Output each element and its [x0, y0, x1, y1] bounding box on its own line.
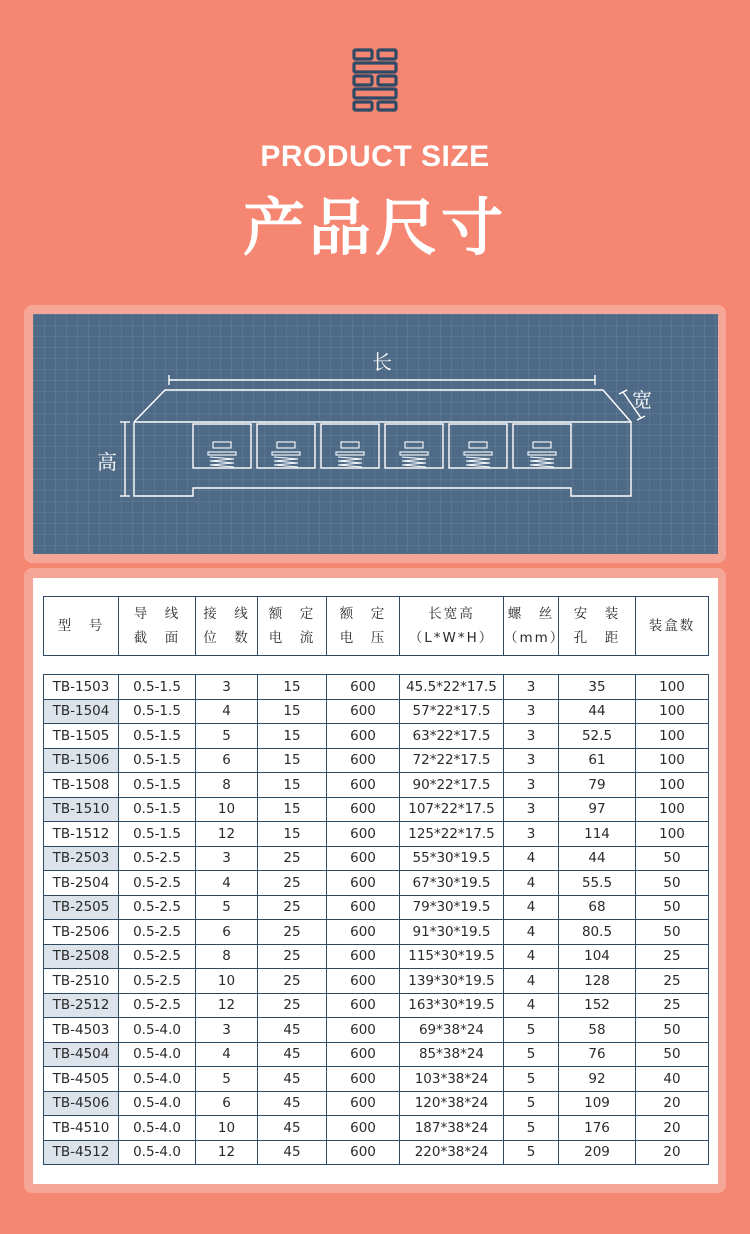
- table-row: [44, 846, 709, 871]
- table-cell: 0.5-4.0: [119, 1140, 196, 1165]
- table-cell: 600: [327, 1140, 400, 1165]
- table-row: [44, 1091, 709, 1116]
- table-cell: 45: [258, 1018, 327, 1043]
- table-cell: 107*22*17.5: [400, 797, 504, 822]
- table-cell: 25: [258, 871, 327, 896]
- table-cell: 25: [636, 969, 709, 994]
- table-row: [44, 1140, 709, 1165]
- table-cell: 4: [196, 699, 258, 724]
- table-cell: 15: [258, 675, 327, 700]
- table-cell: 128: [559, 969, 636, 994]
- table-cell: 3: [504, 797, 559, 822]
- table-cell: 44: [559, 846, 636, 871]
- column-header-line2: 电 流: [268, 630, 316, 646]
- table-cell: 45.5*22*17.5: [400, 675, 504, 700]
- table-cell: 69*38*24: [400, 1018, 504, 1043]
- table-cell: 15: [258, 773, 327, 798]
- title-english: PRODUCT SIZE: [260, 140, 490, 173]
- table-cell: 50: [636, 895, 709, 920]
- title-chinese: 产品尺寸: [242, 191, 507, 264]
- model-cell: TB-1505: [44, 724, 119, 749]
- table-cell: 45: [258, 1042, 327, 1067]
- table-cell: 600: [327, 1091, 400, 1116]
- table-cell: 0.5-2.5: [119, 846, 196, 871]
- table-row: [44, 748, 709, 773]
- table-cell: 3: [504, 773, 559, 798]
- table-cell: 45: [258, 1116, 327, 1141]
- table-cell: 25: [258, 993, 327, 1018]
- column-header: [258, 597, 327, 656]
- column-header-line2: （mm）: [504, 630, 566, 646]
- table-cell: 600: [327, 895, 400, 920]
- table-cell: 600: [327, 920, 400, 945]
- column-header-line1: 长宽高: [428, 606, 475, 622]
- table-cell: 52.5: [559, 724, 636, 749]
- table-cell: 20: [636, 1116, 709, 1141]
- table-cell: 97: [559, 797, 636, 822]
- model-cell: TB-2506: [44, 920, 119, 945]
- table-row: [44, 822, 709, 847]
- table-cell: 76: [559, 1042, 636, 1067]
- table-cell: 0.5-2.5: [119, 944, 196, 969]
- table-cell: 67*30*19.5: [400, 871, 504, 896]
- table-cell: 50: [636, 846, 709, 871]
- model-cell: TB-4505: [44, 1067, 119, 1092]
- column-header: [636, 597, 709, 656]
- width-label: 宽: [632, 388, 652, 412]
- table-row: [44, 797, 709, 822]
- table-cell: 40: [636, 1067, 709, 1092]
- table-row: [44, 1067, 709, 1092]
- column-header-line1: 型 号: [57, 618, 105, 634]
- table-cell: 4: [504, 871, 559, 896]
- table-cell: 58: [559, 1018, 636, 1043]
- table-cell: 8: [196, 944, 258, 969]
- table-cell: 5: [196, 724, 258, 749]
- table-row: [44, 1018, 709, 1043]
- model-cell: TB-4512: [44, 1140, 119, 1165]
- table-cell: 4: [196, 871, 258, 896]
- table-cell: 100: [636, 822, 709, 847]
- table-cell: 15: [258, 797, 327, 822]
- table-cell: 104: [559, 944, 636, 969]
- table-cell: 187*38*24: [400, 1116, 504, 1141]
- table-cell: 100: [636, 699, 709, 724]
- table-row: [44, 895, 709, 920]
- height-label: 高: [97, 450, 117, 474]
- table-cell: 100: [636, 748, 709, 773]
- column-header-line1: 额 定: [268, 606, 316, 622]
- column-header: [196, 597, 258, 656]
- table-cell: 92: [559, 1067, 636, 1092]
- table-cell: 0.5-2.5: [119, 920, 196, 945]
- column-header: [327, 597, 400, 656]
- header-row: [44, 597, 709, 656]
- table-cell: 600: [327, 773, 400, 798]
- table-cell: 0.5-1.5: [119, 748, 196, 773]
- table-row: [44, 993, 709, 1018]
- model-cell: TB-1503: [44, 675, 119, 700]
- table-cell: 176: [559, 1116, 636, 1141]
- table-cell: 25: [258, 920, 327, 945]
- table-cell: 220*38*24: [400, 1140, 504, 1165]
- table-cell: 4: [196, 1042, 258, 1067]
- model-cell: TB-2510: [44, 969, 119, 994]
- table-cell: 12: [196, 1140, 258, 1165]
- column-header: [44, 597, 119, 656]
- table-cell: 72*22*17.5: [400, 748, 504, 773]
- column-header-line2: 位 数: [203, 630, 250, 646]
- table-cell: 3: [504, 822, 559, 847]
- table-cell: 55.5: [559, 871, 636, 896]
- table-cell: 4: [504, 969, 559, 994]
- table-cell: 15: [258, 748, 327, 773]
- table-cell: 3: [504, 724, 559, 749]
- spec-table-panel: [33, 578, 718, 1184]
- model-cell: TB-4503: [44, 1018, 119, 1043]
- table-cell: 50: [636, 1042, 709, 1067]
- table-cell: 50: [636, 920, 709, 945]
- table-cell: 600: [327, 1067, 400, 1092]
- table-cell: 15: [258, 724, 327, 749]
- table-cell: 6: [196, 1091, 258, 1116]
- table-cell: 35: [559, 675, 636, 700]
- table-cell: 5: [504, 1067, 559, 1092]
- table-row: [44, 920, 709, 945]
- table-cell: 25: [258, 895, 327, 920]
- model-cell: TB-1504: [44, 699, 119, 724]
- table-cell: 79*30*19.5: [400, 895, 504, 920]
- table-cell: 0.5-1.5: [119, 797, 196, 822]
- table-cell: 600: [327, 675, 400, 700]
- table-cell: 600: [327, 846, 400, 871]
- table-cell: 25: [636, 993, 709, 1018]
- table-cell: 80.5: [559, 920, 636, 945]
- table-cell: 55*30*19.5: [400, 846, 504, 871]
- table-cell: 6: [196, 920, 258, 945]
- table-cell: 209: [559, 1140, 636, 1165]
- stacked-boxes-logo-icon: [352, 48, 398, 112]
- table-cell: 45: [258, 1091, 327, 1116]
- table-cell: 10: [196, 797, 258, 822]
- column-header-line1: 导 线: [133, 606, 181, 622]
- table-cell: 25: [258, 944, 327, 969]
- column-header-line2: （L*W*H）: [408, 630, 495, 646]
- table-cell: 3: [196, 846, 258, 871]
- column-header: [559, 597, 636, 656]
- table-cell: 600: [327, 797, 400, 822]
- table-cell: 85*38*24: [400, 1042, 504, 1067]
- spec-table-body: [43, 674, 709, 1165]
- table-cell: 5: [504, 1116, 559, 1141]
- table-cell: 120*38*24: [400, 1091, 504, 1116]
- table-row: [44, 871, 709, 896]
- table-cell: 139*30*19.5: [400, 969, 504, 994]
- table-cell: 0.5-2.5: [119, 993, 196, 1018]
- model-cell: TB-2505: [44, 895, 119, 920]
- table-cell: 163*30*19.5: [400, 993, 504, 1018]
- table-cell: 90*22*17.5: [400, 773, 504, 798]
- table-cell: 10: [196, 969, 258, 994]
- model-cell: TB-2503: [44, 846, 119, 871]
- model-cell: TB-2508: [44, 944, 119, 969]
- table-cell: 100: [636, 675, 709, 700]
- table-cell: 109: [559, 1091, 636, 1116]
- table-cell: 50: [636, 1018, 709, 1043]
- table-cell: 115*30*19.5: [400, 944, 504, 969]
- table-cell: 20: [636, 1091, 709, 1116]
- table-cell: 600: [327, 699, 400, 724]
- model-cell: TB-4510: [44, 1116, 119, 1141]
- table-cell: 600: [327, 993, 400, 1018]
- model-cell: TB-2512: [44, 993, 119, 1018]
- column-header-line1: 接 线: [203, 606, 250, 622]
- table-cell: 4: [504, 920, 559, 945]
- table-cell: 45: [258, 1140, 327, 1165]
- model-cell: TB-1510: [44, 797, 119, 822]
- table-cell: 0.5-4.0: [119, 1116, 196, 1141]
- table-row: [44, 699, 709, 724]
- column-header-line2: 截 面: [133, 630, 181, 646]
- table-cell: 15: [258, 822, 327, 847]
- table-cell: 12: [196, 822, 258, 847]
- model-cell: TB-1508: [44, 773, 119, 798]
- table-cell: 600: [327, 871, 400, 896]
- table-cell: 0.5-4.0: [119, 1018, 196, 1043]
- spec-table-header: [43, 596, 709, 656]
- table-cell: 600: [327, 1042, 400, 1067]
- table-cell: 600: [327, 822, 400, 847]
- table-cell: 103*38*24: [400, 1067, 504, 1092]
- model-cell: TB-4506: [44, 1091, 119, 1116]
- table-cell: 45: [258, 1067, 327, 1092]
- table-cell: 0.5-1.5: [119, 773, 196, 798]
- column-header-line2: 电 压: [339, 630, 387, 646]
- table-row: [44, 969, 709, 994]
- table-cell: 5: [196, 895, 258, 920]
- table-cell: 50: [636, 871, 709, 896]
- table-cell: 3: [504, 675, 559, 700]
- table-cell: 600: [327, 944, 400, 969]
- table-cell: 0.5-1.5: [119, 675, 196, 700]
- table-cell: 600: [327, 1116, 400, 1141]
- table-cell: 8: [196, 773, 258, 798]
- table-cell: 0.5-4.0: [119, 1042, 196, 1067]
- table-cell: 4: [504, 944, 559, 969]
- table-cell: 0.5-1.5: [119, 699, 196, 724]
- table-cell: 0.5-4.0: [119, 1091, 196, 1116]
- table-cell: 5: [504, 1042, 559, 1067]
- column-header-line1: 安 装: [573, 606, 621, 622]
- column-header-line1: 额 定: [339, 606, 387, 622]
- table-cell: 3: [504, 699, 559, 724]
- table-row: [44, 724, 709, 749]
- table-row: [44, 675, 709, 700]
- column-header-line2: 孔 距: [573, 630, 621, 646]
- table-cell: 600: [327, 748, 400, 773]
- table-row: [44, 944, 709, 969]
- table-cell: 4: [504, 993, 559, 1018]
- table-cell: 152: [559, 993, 636, 1018]
- table-row: [44, 773, 709, 798]
- table-row: [44, 1116, 709, 1141]
- table-cell: 600: [327, 969, 400, 994]
- table-cell: 3: [196, 675, 258, 700]
- table-cell: 10: [196, 1116, 258, 1141]
- table-cell: 20: [636, 1140, 709, 1165]
- table-cell: 25: [258, 846, 327, 871]
- column-header-line1: 螺 丝: [507, 606, 555, 622]
- column-header: [119, 597, 196, 656]
- column-header: [400, 597, 504, 656]
- table-cell: 100: [636, 797, 709, 822]
- table-cell: 25: [258, 969, 327, 994]
- table-cell: 57*22*17.5: [400, 699, 504, 724]
- table-cell: 600: [327, 1018, 400, 1043]
- table-cell: 25: [636, 944, 709, 969]
- table-cell: 0.5-2.5: [119, 969, 196, 994]
- table-cell: 100: [636, 724, 709, 749]
- table-cell: 0.5-1.5: [119, 724, 196, 749]
- column-header-line1: 装盒数: [648, 618, 696, 634]
- table-cell: 12: [196, 993, 258, 1018]
- table-cell: 3: [504, 748, 559, 773]
- table-cell: 0.5-2.5: [119, 895, 196, 920]
- table-cell: 600: [327, 724, 400, 749]
- table-cell: 0.5-2.5: [119, 871, 196, 896]
- table-cell: 114: [559, 822, 636, 847]
- table-cell: 0.5-1.5: [119, 822, 196, 847]
- column-header: [504, 597, 566, 656]
- model-cell: TB-1512: [44, 822, 119, 847]
- dimension-diagram: [33, 314, 718, 554]
- table-cell: 6: [196, 748, 258, 773]
- table-cell: 5: [504, 1091, 559, 1116]
- table-cell: 15: [258, 699, 327, 724]
- table-cell: 79: [559, 773, 636, 798]
- table-cell: 3: [196, 1018, 258, 1043]
- table-cell: 63*22*17.5: [400, 724, 504, 749]
- table-cell: 61: [559, 748, 636, 773]
- table-cell: 68: [559, 895, 636, 920]
- table-cell: 5: [196, 1067, 258, 1092]
- table-cell: 5: [504, 1140, 559, 1165]
- table-cell: 0.5-4.0: [119, 1067, 196, 1092]
- table-cell: 100: [636, 773, 709, 798]
- table-cell: 4: [504, 846, 559, 871]
- model-cell: TB-1506: [44, 748, 119, 773]
- table-cell: 4: [504, 895, 559, 920]
- length-label: 长: [372, 350, 392, 374]
- table-row: [44, 1042, 709, 1067]
- model-cell: TB-4504: [44, 1042, 119, 1067]
- table-cell: 125*22*17.5: [400, 822, 504, 847]
- table-cell: 91*30*19.5: [400, 920, 504, 945]
- table-cell: 44: [559, 699, 636, 724]
- table-cell: 5: [504, 1018, 559, 1043]
- model-cell: TB-2504: [44, 871, 119, 896]
